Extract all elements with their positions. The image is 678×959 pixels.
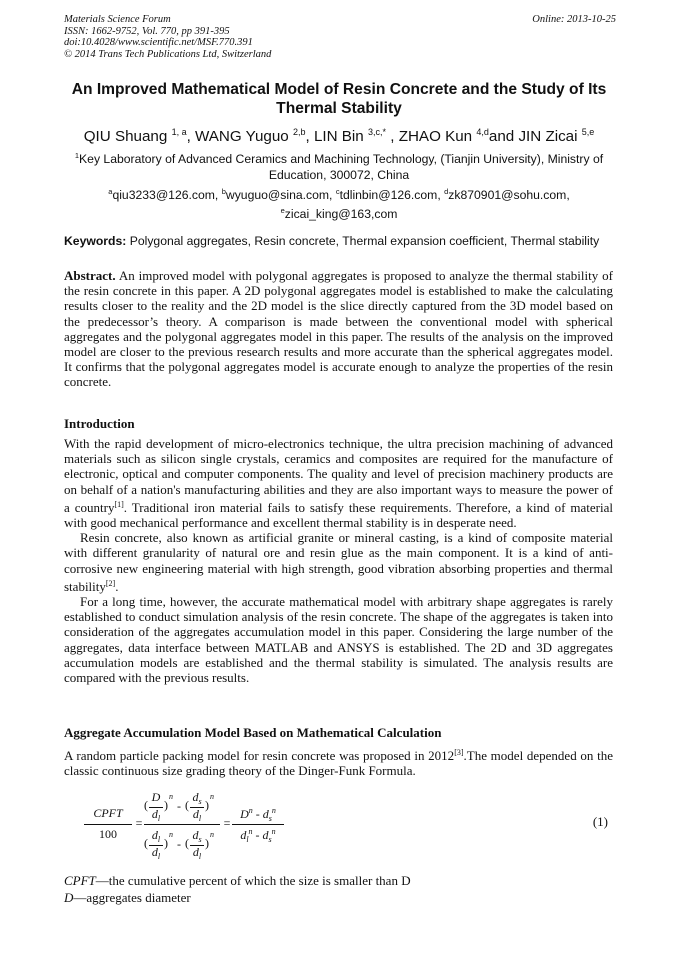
author-name: ZHAO Kun <box>398 128 473 145</box>
author-separator: , <box>305 128 314 145</box>
symbol-definitions <box>64 872 613 906</box>
email-link[interactable]: qiu3233@126.com, <box>112 188 219 202</box>
section2-paragraph: A random particle packing model for resin concrete was proposed in 2012[3].The model depended on the classic continuous size grading theory of the Dinger-Funk Formula. <box>64 748 613 779</box>
online-date: Online: 2013-10-25 <box>532 14 616 25</box>
author-name: QIU Shuang <box>83 128 168 145</box>
equals-sign: = <box>223 816 231 830</box>
email-link[interactable]: zicai_king@163,com <box>284 207 398 222</box>
author-affil-mark: 4,d <box>476 127 489 137</box>
paragraph: Resin concrete, also known as artificial granite or mineral casting, is a kind of composite material with different granularity of natural ore and resin glue as the main component. It is a kind of anti-corrosive new engineering material with high strength, good vibration absorbing properties and thermal stability[2]. <box>64 530 613 594</box>
introduction-body <box>64 436 613 685</box>
issn-line: ISSN: 1662-9752, Vol. 770, pp 391-395 <box>64 25 230 37</box>
equals-sign: = <box>135 816 143 830</box>
abstract-text: An improved model with polygonal aggregates is proposed to analyze the thermal stability of the resin concrete in this paper. A 2D polygonal aggregates model is established to make the calculating results closer to the reality and the 2D model is the slice directly captured from the 3D model based on the predecessor’s theory. A comparison is made between the conventional model with spherical aggregates and the polygonal aggregates model in this paper. The results of the analysis on the improved model are closer to the previous research results and more accurate than the spherical aggregates model. It confirms that the polygonal aggregates model is accurate enough to analyze the properties of the resin concrete. <box>64 268 613 390</box>
citation-ref[interactable]: [1] <box>114 499 124 509</box>
email-link[interactable]: zk870901@sohu.com, <box>448 188 570 202</box>
formula-lhs-numerator: CPFT <box>93 806 123 820</box>
affiliation-mark: 1 <box>74 151 80 160</box>
author-name: WANG Yuguo <box>195 128 289 145</box>
keywords <box>64 234 616 249</box>
fraction-bar <box>144 824 220 825</box>
formula-lhs-denominator: 100 <box>99 827 117 841</box>
citation-ref[interactable]: [3] <box>454 748 464 757</box>
email-link[interactable]: tdlinbin@126.com, <box>339 188 441 202</box>
author-name: LIN Bin <box>313 128 364 145</box>
author-separator: , <box>386 128 399 145</box>
fraction-bar <box>84 824 132 825</box>
keywords-text: Polygonal aggregates, Resin concrete, Thermal expansion coefficient, Thermal stability <box>129 234 600 248</box>
right-denominator: $d_l^n - d_s^n$ <box>240 827 276 844</box>
keywords-label: Keywords: <box>64 234 127 248</box>
right-numerator: $D^n - d_s^n$ <box>240 806 276 823</box>
copyright-line: © 2014 Trans Tech Publications Ltd, Switzerland <box>64 48 272 60</box>
author-affil-mark: 2,b <box>292 127 306 137</box>
author-separator: and <box>488 128 519 145</box>
doi-line: doi:10.4028/www.scientific.net/MSF.770.391 <box>64 37 253 49</box>
author-separator: , <box>186 128 196 145</box>
definition-item: CPFT—the cumulative percent of which the size is smaller than D <box>64 873 411 888</box>
citation-ref[interactable]: [2] <box>105 578 116 588</box>
email-link[interactable]: wyuguo@sina.com, <box>225 188 333 202</box>
author-list <box>64 123 614 146</box>
section-heading-introduction: Introduction <box>64 416 135 431</box>
affiliation <box>64 148 614 184</box>
section-heading-aggregate-model: Aggregate Accumulation Model Based on Mathematical Calculation <box>64 725 442 740</box>
affiliation-text: Key Laboratory of Advanced Ceramics and Machining Technology, (Tianjin University), Ministry of Education, 300072, China <box>79 152 604 182</box>
author-affil-mark: 5,e <box>581 127 595 137</box>
fraction-bar <box>232 824 284 825</box>
paper-title: An Improved Mathematical Model of Resin Concrete and the Study of Its Thermal Stability <box>71 81 607 117</box>
paragraph: With the rapid development of micro-electronics technique, the ultra precision machining of advanced materials such as silicon single crystals, ceramics and composites are required for the manufacture of electronic, optical and computer components. The quality and level of precision machinery products are on behalf of a nation's manufacturing abilities and they are also important ways to measure the power of a country[1]. Traditional iron material fails to satisfy these requirements. Therefore, a kind of material with good mechanical performance and excellent thermal stability is in desperate need. <box>64 436 613 531</box>
middle-numerator: ( D $d_l$ ) n - ( $d_s$ $d_l$ ) n <box>144 790 214 823</box>
abstract-label: Abstract. <box>64 268 116 283</box>
equation-number: (1) <box>592 814 608 829</box>
journal-header <box>64 14 616 60</box>
middle-denominator: ( $d_l$ $d_l$ ) n - ( $d_s$ $d_l$ ) n <box>144 828 214 861</box>
email-list: $^a$qiu3233@126.com, $^b$wyuguo@sina.com, $^c$tdlinbin@126.com, $^d$zk870901@sohu.com, $^e$zicai_king@163,com <box>108 187 570 222</box>
author-affil-mark: 1, a <box>171 127 187 137</box>
definition-item: D—aggregates diameter <box>64 890 191 905</box>
paragraph: For a long time, however, the accurate mathematical model with arbitrary shape aggregates is rarely established to conduct simulation analysis of the resin concrete. The shape of the aggregates is taken into consideration of the aggregates accumulation model in this paper. Considering the large number of the aggregates, data interface between MATLAB and ANSYS is established. The 2D and 3D aggregates accumulation models are established and the thermal stability is simulated. The analysis results are compared with the previous results. <box>64 594 613 686</box>
author-name: JIN Zicai <box>518 128 578 145</box>
author-affil-mark: 3,c,* <box>368 127 387 137</box>
abstract <box>64 268 613 390</box>
equation-1 <box>84 784 614 868</box>
journal-name: Materials Science Forum <box>64 14 171 25</box>
